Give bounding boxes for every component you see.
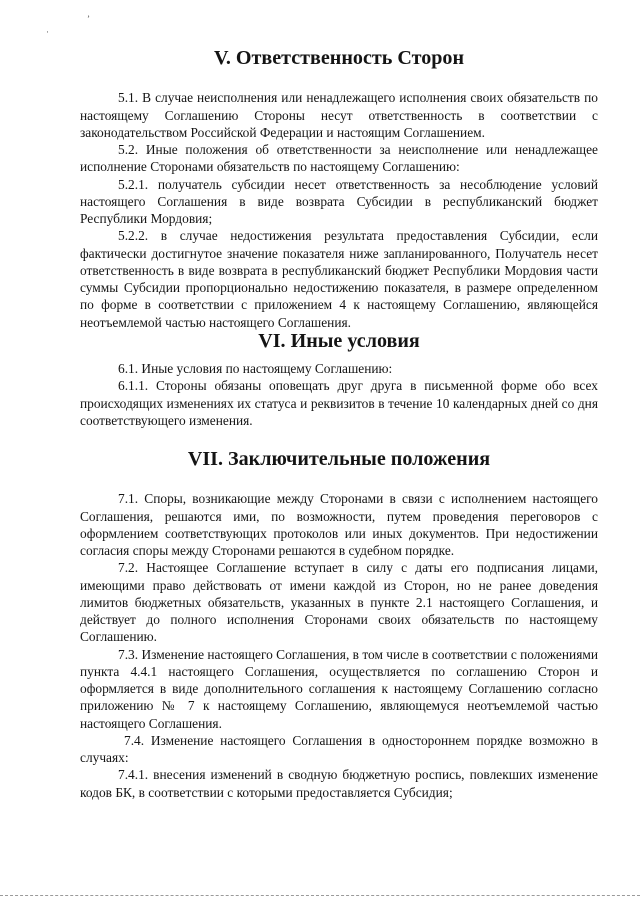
- paragraph-6-1-1: 6.1.1. Стороны обязаны оповещать друг друга в письменной форме обо всех происходящих изменениях их статуса и реквизитов в течение 10 календарных дней со дня соответствующего изменения.: [80, 378, 598, 428]
- scan-speck-mark: ·: [46, 27, 49, 37]
- scan-speck-mark: ’: [87, 14, 90, 24]
- paragraph-5-2-2: 5.2.2. в случае недостижения результата предоставления Субсидии, если фактически достигнутое значение показателя ниже запланированного, Получатель несет ответственность в виде возврата в республиканский бюджет Республики Мордовия части суммы Субсидии пропорционально недостижению показателя, в размере определенном по форме в соответствии с приложением 4 к настоящему Соглашению, являющейся неотъемлемой частью настоящего Соглашения.: [80, 228, 598, 330]
- page-bottom-divider: [0, 895, 640, 896]
- paragraph-5-1: 5.1. В случае неисполнения или ненадлежащего исполнения своих обязательств по настоящему Соглашению Стороны несут ответственность в соответствии с законодательством Российской Федерации и настоящим Соглашением.: [80, 90, 598, 140]
- section-title-final-provisions: VII. Заключительные положения: [187, 448, 491, 470]
- section-title-responsibility: V. Ответственность Сторон: [213, 47, 465, 69]
- paragraph-7-2: 7.2. Настоящее Соглашение вступает в силу с даты его подписания лицами, имеющими право действовать от имени каждой из Сторон, но не ранее доведения лимитов бюджетных обязательств, указанных в пункте 2.1 настоящего Соглашения, и действует до полного исполнения Сторонами своих обязательств по настоящему Соглашению.: [80, 560, 598, 645]
- paragraph-6-1: 6.1. Иные условия по настоящему Соглашению:: [118, 361, 393, 376]
- paragraph-7-1: 7.1. Споры, возникающие между Сторонами в связи с исполнением настоящего Соглашения, решаются ими, по возможности, путем проведения переговоров с оформлением соответствующих протоколов или иных документов. При недостижении согласия споры между Сторонами решаются в судебном порядке.: [80, 491, 598, 558]
- paragraph-7-3: 7.3. Изменение настоящего Соглашения, в том числе в соответствии с положениями пункта 4.4.1 настоящего Соглашения, осуществляется по соглашению Сторон и оформляется в виде дополнительного соглашения к настоящему Соглашению согласно приложению № 7 к настоящему Соглашению, являющемуся неотъемлемой частью настоящего Соглашения.: [80, 646, 598, 731]
- document-page: [80, 44, 598, 801]
- paragraph-5-2: 5.2. Иные положения об ответственности за неисполнение или ненадлежащее исполнение Сторонами обязательств по настоящему Соглашению:: [80, 142, 598, 175]
- paragraph-7-4: 7.4. Изменение настоящего Соглашения в одностороннем порядке возможно в случаях:: [80, 732, 598, 765]
- paragraph-5-2-1: 5.2.1. получатель субсидии несет ответственность за несоблюдение условий настоящего Соглашения в виде возврата Субсидии в республиканский бюджет Республики Мордовия;: [80, 176, 598, 226]
- paragraph-7-4-1: 7.4.1. внесения изменений в сводную бюджетную роспись, повлекших изменение кодов БК, в соответствии с которыми предоставляется Субсидия;: [80, 767, 598, 800]
- section-title-other-conditions: VI. Иные условия: [258, 329, 420, 352]
